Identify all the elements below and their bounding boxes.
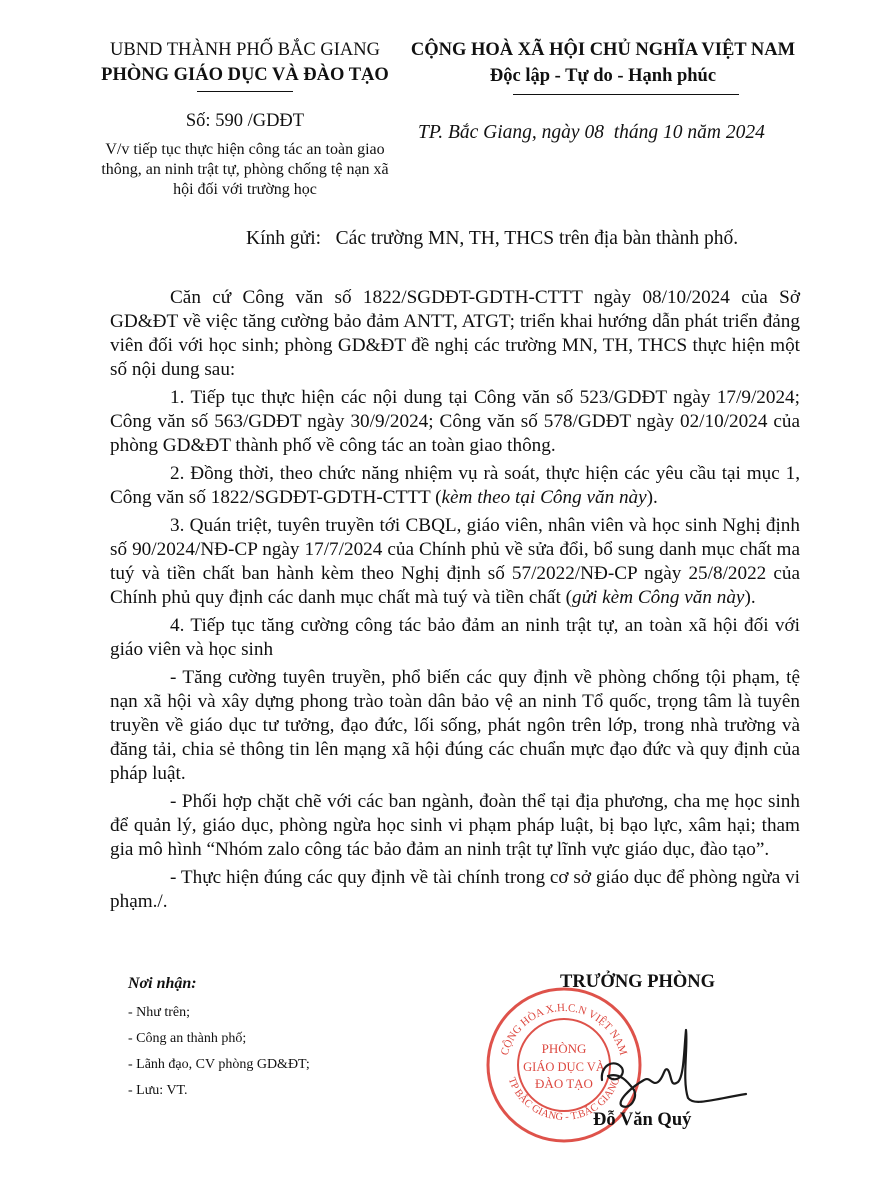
national-title: CỘNG HOÀ XÃ HỘI CHỦ NGHĨA VIỆT NAM xyxy=(410,40,796,60)
recipient-item: - Lưu: VT. xyxy=(128,1083,188,1098)
paragraph-2-italic: kèm theo tại Công văn này xyxy=(441,487,647,508)
issuer-name: PHÒNG GIÁO DỤC VÀ ĐÀO TẠO xyxy=(101,65,389,85)
bullet-3: - Thực hiện đúng các quy định về tài chính trong cơ sở giáo dục để phòng ngừa vi phạm./. xyxy=(110,867,800,912)
stamp-center-line1: PHÒNG xyxy=(541,1041,587,1056)
recipients-title: Nơi nhận: xyxy=(128,975,197,992)
document-number: Số: 590 /GDĐT xyxy=(185,111,305,131)
paragraph-3 xyxy=(110,514,800,610)
document-subject: V/v tiếp tục thực hiện công tác an toàn giao thông, an ninh trật tự, phòng chống tệ nạn xã hội đối với trường học xyxy=(101,141,389,198)
motto-underline xyxy=(513,94,739,95)
document-body xyxy=(110,286,800,918)
paragraph-1: 1. Tiếp tục thực hiện các nội dung tại Công văn số 523/GDĐT ngày 17/9/2024; Công văn số 563/GDĐT ngày 30/9/2024; Công văn số 578/GDĐT ngày 02/10/2024 của phòng GD&ĐT thành phố về công tác an toàn giao thông. xyxy=(110,387,800,456)
recipient-line: Kính gửi: Các trường MN, TH, THCS trên địa bàn thành phố. xyxy=(246,228,739,249)
stamp-center-line2: GIÁO DỤC VÀ xyxy=(523,1060,605,1074)
national-motto: Độc lập - Tự do - Hạnh phúc xyxy=(489,66,717,86)
issuer-underline xyxy=(197,91,293,92)
date-line: TP. Bắc Giang, ngày 08 tháng 10 năm 2024 xyxy=(418,122,765,143)
paragraph-2-end: ). xyxy=(646,487,658,508)
stamp-outer-text: CỘNG HÒA X.H.C.N VIỆT NAM xyxy=(498,1001,630,1057)
signer-title: TRƯỞNG PHÒNG xyxy=(560,972,716,992)
paragraph-3-end: ). xyxy=(744,587,756,608)
bullet-1: - Tăng cường tuyên truyền, phổ biến các quy định về phòng chống tội phạm, tệ nạn xã hội và xây dựng phong trào toàn dân bảo vệ an ninh Tổ quốc, trọng tâm là tuyên truyền về giáo dục tư tưởng, đạo đức, lối sống, phát ngôn trên lớp, trong nhà trường và đăng tải, chia sẻ thông tin lên mạng xã hội đúng các chuẩn mực đạo đức và quy định của pháp luật. xyxy=(110,667,800,784)
handwritten-signature xyxy=(560,1010,750,1115)
stamp-center-line3: ĐÀO TẠO xyxy=(535,1076,593,1091)
recipient-item: - Lãnh đạo, CV phòng GD&ĐT; xyxy=(128,1057,310,1072)
issuer-parent: UBND THÀNH PHỐ BẮC GIANG xyxy=(110,40,380,60)
signer-name: Đỗ Văn Quý xyxy=(593,1110,692,1130)
bullet-2: - Phối hợp chặt chẽ với các ban ngành, đoàn thể tại địa phương, cha mẹ học sinh để quản lý, giáo dục, phòng ngừa học sinh vi phạm pháp luật, bị bạo lực, xâm hại; tham gia mô hình “Nhóm zalo công tác bảo đảm an ninh trật tự lĩnh vực giáo dục, đào tạo”. xyxy=(110,791,800,860)
paragraph-2 xyxy=(110,462,800,510)
paragraph-3-text: 3. Quán triệt, tuyên truyền tới CBQL, giáo viên, nhân viên và học sinh Nghị định số 90/2024/NĐ-CP ngày 17/7/2024 của Chính phủ về sửa đổi, bổ sung danh mục chất ma tuý và tiền chất ban hành kèm theo Nghị định số 57/2022/NĐ-CP ngày 25/8/2022 của Chính phủ quy định các danh mục chất mà tuý và tiền chất ( xyxy=(110,515,800,608)
paragraph-3-italic: gửi kèm Công văn này xyxy=(571,587,745,608)
stamp-bottom-text: TP BẮC GIANG - T.BẮC GIANG xyxy=(505,1076,623,1124)
recipient-item: - Như trên; xyxy=(128,1005,191,1020)
recipients-list xyxy=(128,1000,310,1104)
paragraph-intro: Căn cứ Công văn số 1822/SGDĐT-GDTH-CTTT ngày 08/10/2024 của Sở GD&ĐT về việc tăng cường bảo đảm ANTT, ATGT; triển khai hướng dẫn phát triển đảng viên đối với học sinh; phòng GD&ĐT đề nghị các trường MN, TH, THCS thực hiện một số nội dung sau: xyxy=(110,287,800,380)
recipient-item: - Công an thành phố; xyxy=(128,1031,247,1046)
paragraph-2-text: 2. Đồng thời, theo chức năng nhiệm vụ rà soát, thực hiện các yêu cầu tại mục 1, Công văn số 1822/SGDĐT-GDTH-CTTT ( xyxy=(110,463,800,508)
paragraph-4: 4. Tiếp tục tăng cường công tác bảo đảm an ninh trật tự, an toàn xã hội đối với giáo viên và học sinh xyxy=(110,615,800,660)
